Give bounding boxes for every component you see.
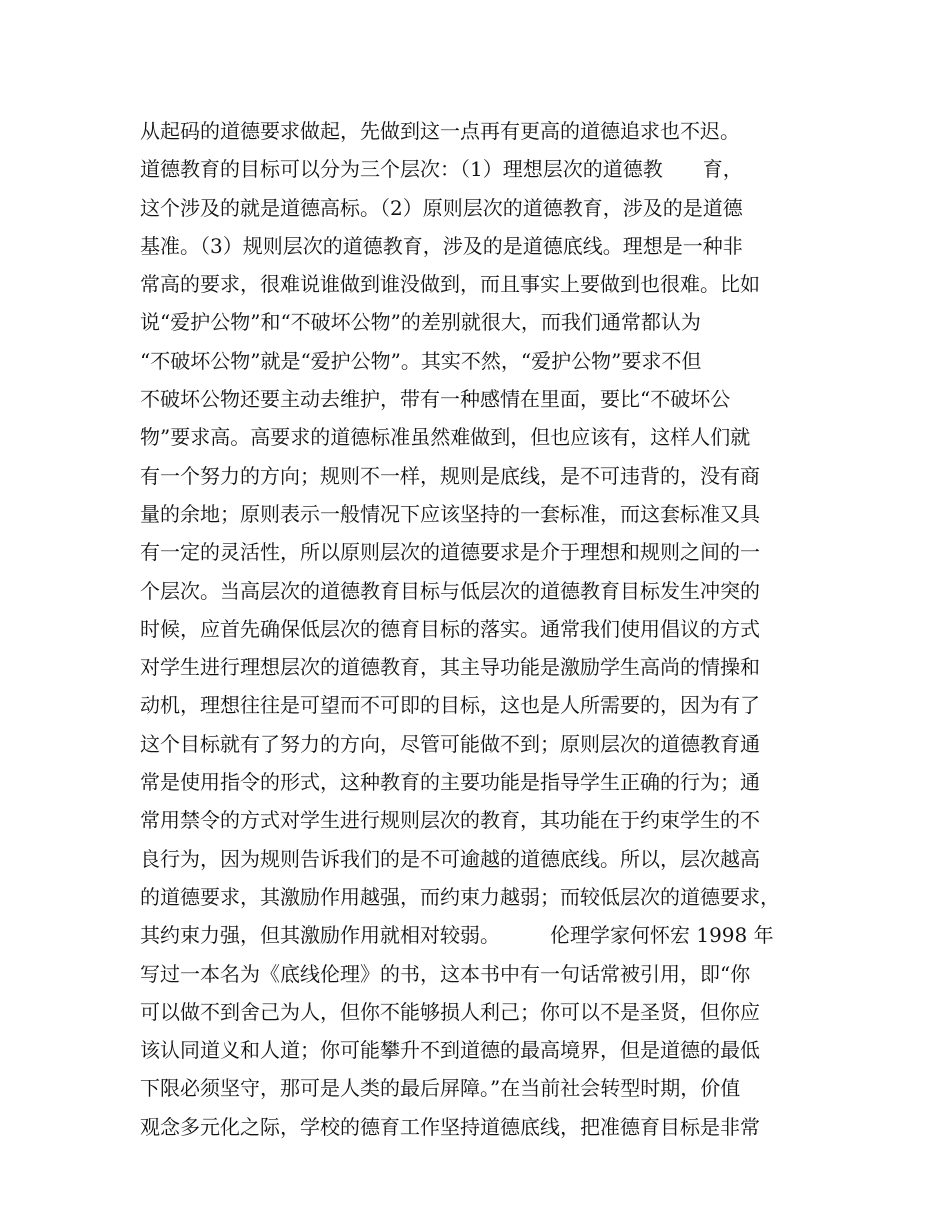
text-line: 其约束力强，但其激励作用就相对较弱。 伦理学家何怀宏 1998 年 bbox=[140, 923, 774, 948]
text-line: 不破坏公物还要主动去维护，带有一种感情在里面，要比“不破坏公 bbox=[140, 387, 731, 412]
text-line: 动机，理想往往是可望而不可即的目标，这也是人所需要的，因为有了 bbox=[140, 693, 760, 718]
text-line: 量的余地；原则表示一般情况下应该坚持的一套标准，而这套标准又具 bbox=[140, 501, 760, 526]
text-line: 这个目标就有了努力的方向，尽管可能做不到；原则层次的道德教育通 bbox=[140, 731, 760, 756]
text-line: 有一个努力的方向；规则不一样，规则是底线，是不可违背的，没有商 bbox=[140, 463, 760, 488]
text-line: 说“爱护公物”和“不破坏公物”的差别就很大，而我们通常都认为 bbox=[140, 310, 701, 335]
text-line: 该认同道义和人道；你可能攀升不到道德的最高境界，但是道德的最低 bbox=[140, 1038, 760, 1063]
text-line: 下限必须坚守，那可是人类的最后屏障。”在当前社会转型时期，价值 bbox=[140, 1076, 741, 1101]
text-line: 对学生进行理想层次的道德教育，其主导功能是激励学生高尚的情操和 bbox=[140, 655, 760, 680]
text-line: 个层次。当高层次的道德教育目标与低层次的道德教育目标发生冲突的 bbox=[140, 578, 760, 603]
text-line: 常高的要求，很难说谁做到谁没做到，而且事实上要做到也很难。比如 bbox=[140, 272, 760, 297]
text-line: 常是使用指令的形式，这种教育的主要功能是指导学生正确的行为；通 bbox=[140, 770, 760, 795]
text-line: 从起码的道德要求做起，先做到这一点再有更高的道德追求也不迟。 bbox=[140, 119, 740, 143]
text-line: 这个涉及的就是道德高标。（2）原则层次的道德教育，涉及的是道德 bbox=[140, 195, 743, 220]
text-line: “不破坏公物”就是“爱护公物”。其实不然，“爱护公物”要求不但 bbox=[140, 348, 702, 373]
text-line: 有一定的灵活性，所以原则层次的道德要求是介于理想和规则之间的一 bbox=[140, 540, 760, 565]
text-line: 良行为，因为规则告诉我们的是不可逾越的道德底线。所以，层次越高 bbox=[140, 846, 760, 871]
text-line: 的道德要求，其激励作用越强，而约束力越弱；而较低层次的道德要求， bbox=[140, 884, 780, 909]
text-line: 时候，应首先确保低层次的德育目标的落实。通常我们使用倡议的方式 bbox=[140, 616, 760, 641]
text-line: 道德教育的目标可以分为三个层次：（1）理想层次的道德教 育， bbox=[140, 157, 743, 182]
text-line: 物”要求高。高要求的道德标准虽然难做到，但也应该有，这样人们就 bbox=[140, 425, 751, 450]
text-line: 基准。（3）规则层次的道德教育，涉及的是道德底线。理想是一种非 bbox=[140, 233, 743, 258]
text-line: 观念多元化之际，学校的德育工作坚持道德底线，把准德育目标是非常 bbox=[140, 1114, 760, 1139]
text-line: 写过一本名为《底线伦理》的书，这本书中有一句话常被引用，即“你 bbox=[140, 961, 751, 986]
text-line: 常用禁令的方式对学生进行规则层次的教育，其功能在于约束学生的不 bbox=[140, 808, 760, 833]
text-line: 可以做不到舍己为人，但你不能够损人利己；你可以不是圣贤，但你应 bbox=[140, 999, 760, 1024]
body-text bbox=[140, 112, 830, 1146]
